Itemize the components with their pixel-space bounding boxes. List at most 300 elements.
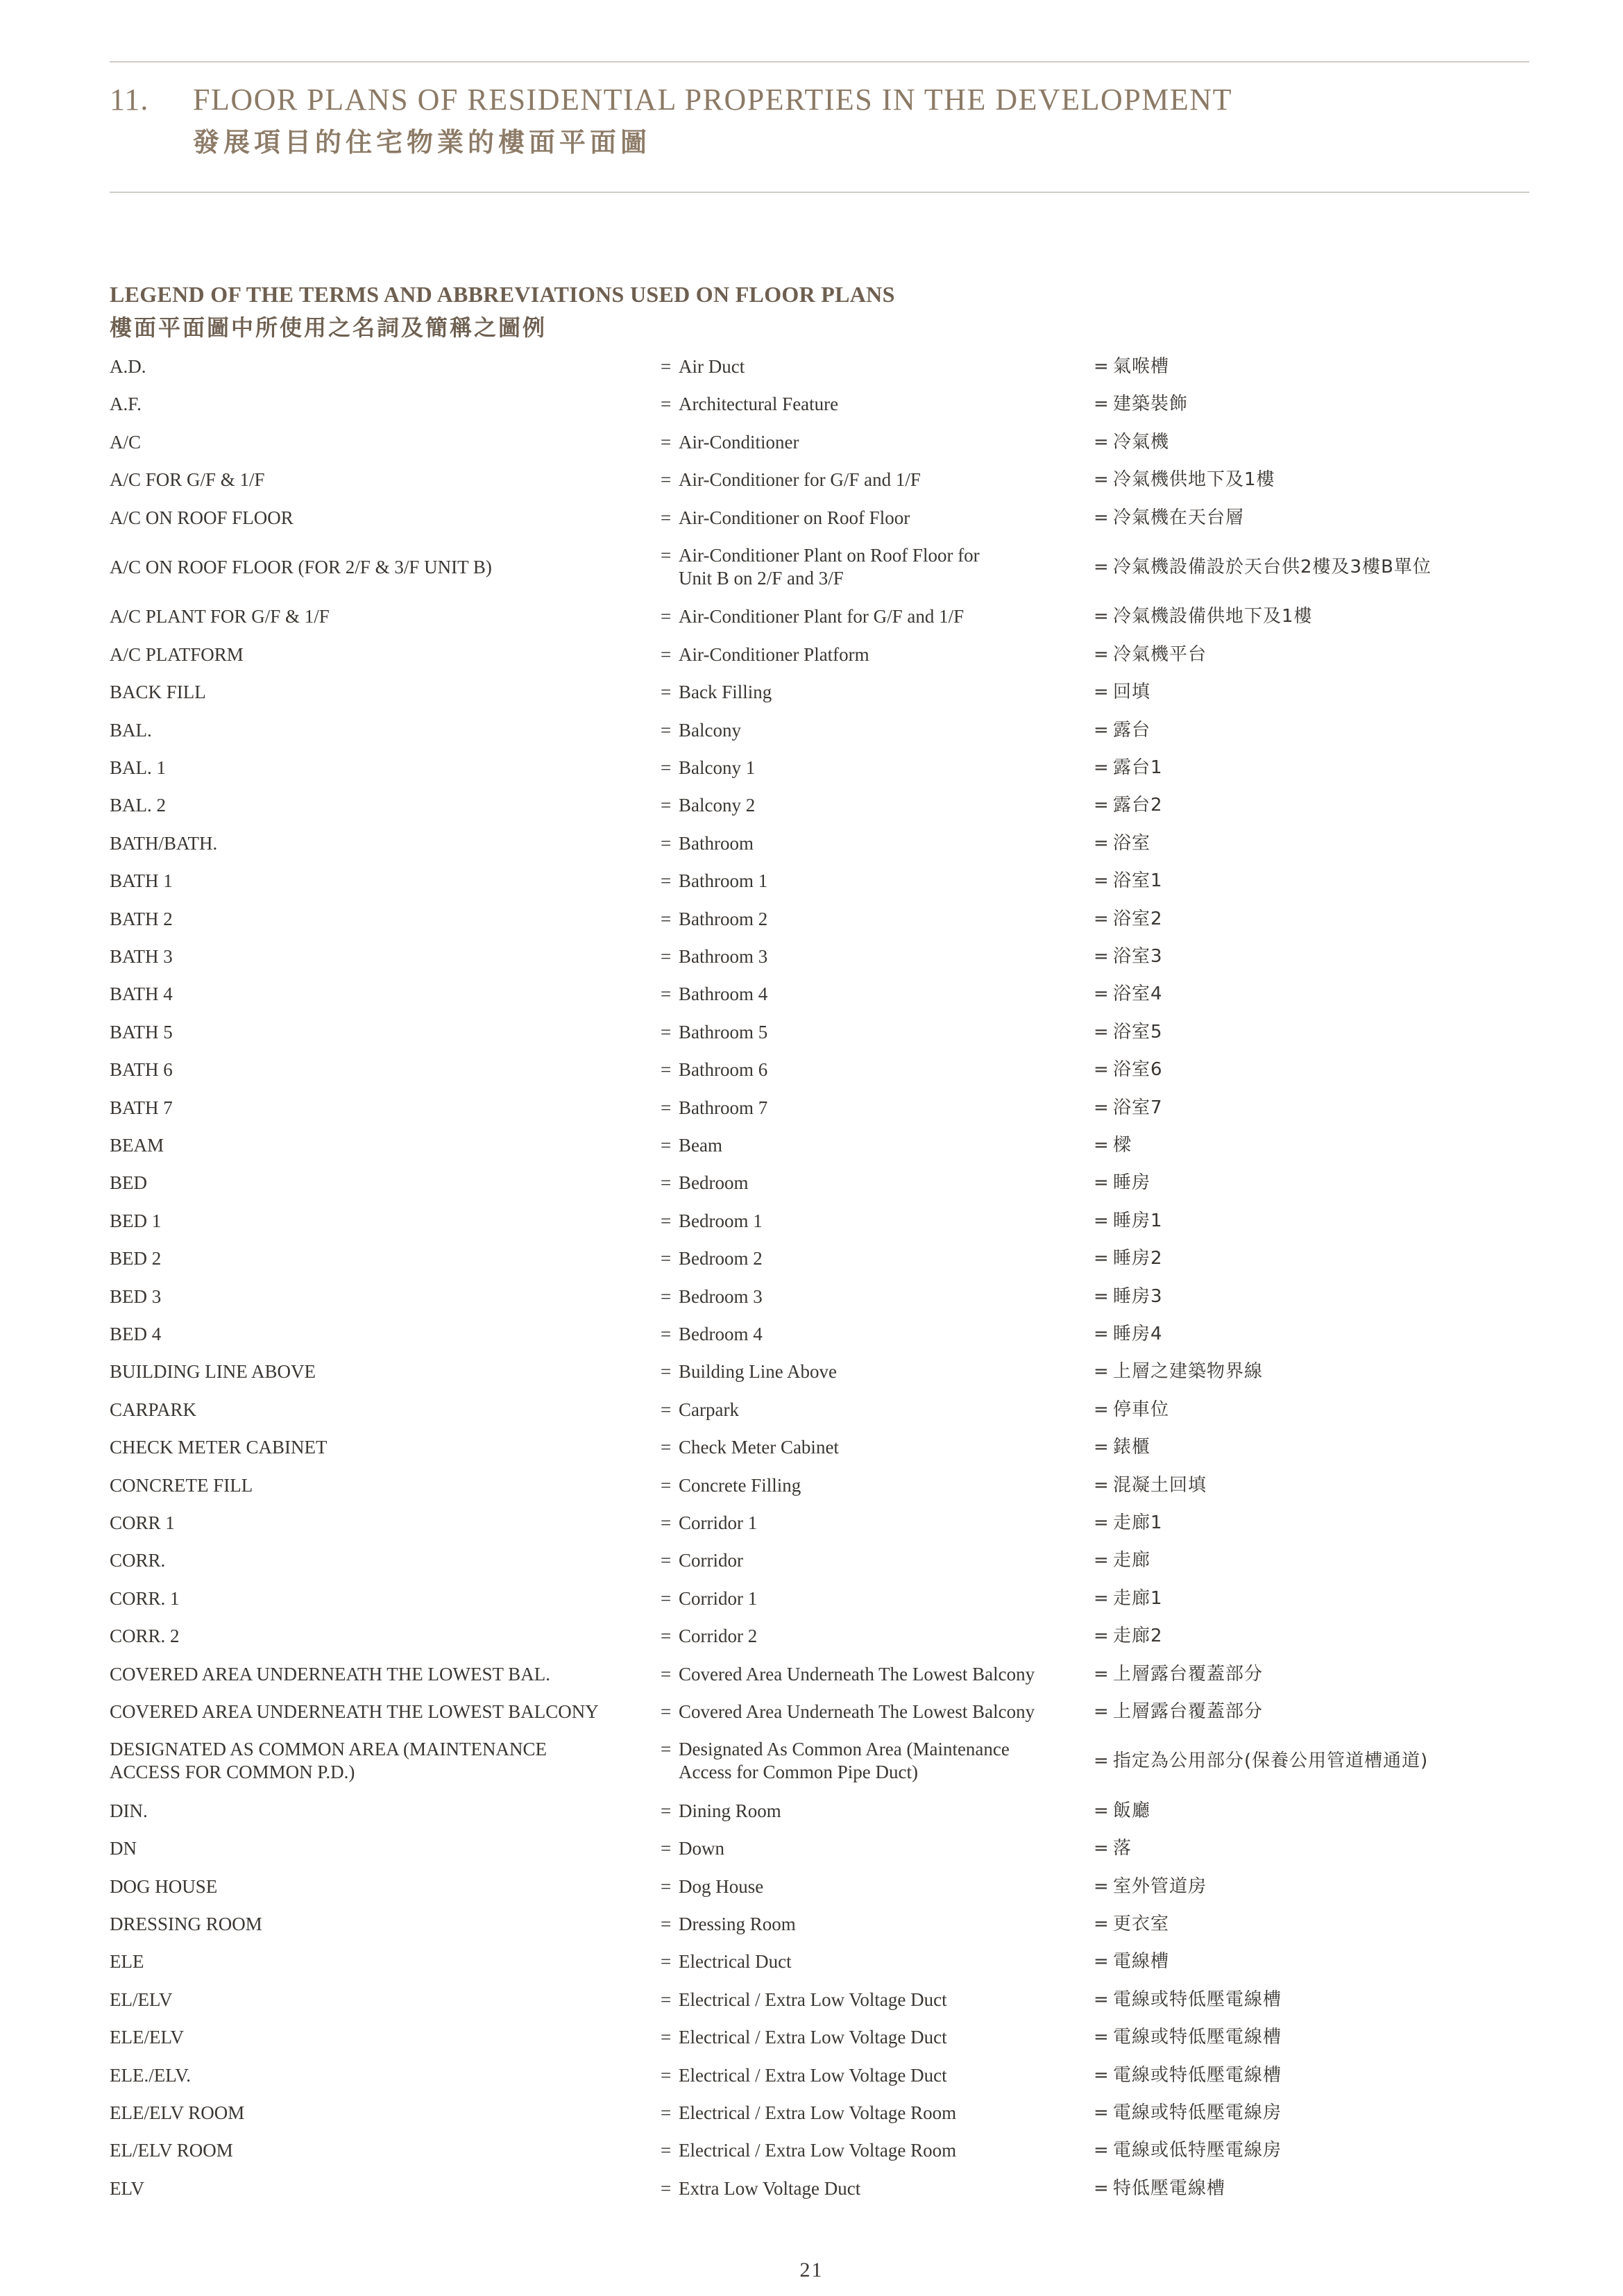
- legend-english-text: Bedroom 1: [679, 1210, 763, 1231]
- legend-abbreviation-text: BAL.: [110, 719, 152, 741]
- legend-abbreviation-text: BED 4: [110, 1324, 162, 1344]
- equals-sign: =: [1094, 1914, 1110, 1934]
- legend-abbreviation-text: A/C FOR G/F & 1/F: [110, 469, 265, 491]
- legend-english: [661, 1512, 1077, 1535]
- legend-chinese: [1094, 431, 1538, 454]
- legend-english: [661, 1399, 1077, 1421]
- legend-english-text: Electrical / Extra Low Voltage Room: [679, 2140, 957, 2161]
- legend-english-text: Air-Conditioner Platform: [679, 643, 869, 665]
- equals-sign: =: [1094, 1587, 1110, 1609]
- legend-abbreviation: [110, 908, 651, 931]
- legend-chinese: [1094, 983, 1538, 1006]
- legend-chinese: [1094, 1800, 1538, 1823]
- legend-abbreviation: [110, 507, 651, 530]
- legend-chinese: [1094, 1625, 1538, 1648]
- equals-sign: =: [1094, 795, 1110, 816]
- equals-sign: =: [661, 1626, 672, 1647]
- equals-sign: =: [661, 1172, 672, 1194]
- legend-abbreviation-text: A.F.: [110, 394, 142, 415]
- equals-sign: =: [661, 606, 672, 627]
- legend-abbreviation-text: BED 1: [110, 1210, 162, 1231]
- legend-english-text: Corridor 2: [679, 1626, 758, 1647]
- legend-chinese: [1094, 1134, 1538, 1157]
- legend-english: [661, 2026, 1077, 2049]
- equals-sign: =: [661, 356, 672, 377]
- legend-english-text: Bathroom 6: [679, 1059, 768, 1081]
- legend-abbreviation: [110, 1285, 651, 1308]
- equals-sign: =: [661, 1248, 672, 1269]
- equals-sign: =: [1094, 946, 1110, 967]
- legend-english-text: Concrete Filling: [679, 1474, 801, 1496]
- legend-chinese-text: 上層露台覆蓋部分: [1113, 1701, 1264, 1722]
- legend-abbreviation: [110, 1172, 651, 1195]
- legend-chinese-text: 指定為公用部分(保養公用管道槽通道): [1113, 1750, 1429, 1772]
- legend-english: [661, 2139, 1077, 2162]
- legend-abbreviation-text: CARPARK: [110, 1399, 197, 1420]
- legend-english: [661, 1134, 1077, 1157]
- legend-chinese: [1094, 507, 1538, 530]
- legend-english: [661, 1021, 1077, 1044]
- equals-sign: =: [661, 870, 672, 892]
- legend-english-text: Bathroom 1: [679, 870, 768, 892]
- legend-english-text: Architectural Feature: [679, 394, 839, 415]
- legend-chinese: [1094, 2139, 1538, 2162]
- legend-chinese: [1094, 643, 1538, 666]
- legend-chinese: [1094, 605, 1538, 628]
- legend-chinese-text: 睡房: [1113, 1172, 1151, 1194]
- legend-abbreviation: [110, 794, 651, 817]
- legend-chinese-text: 睡房3: [1113, 1285, 1163, 1307]
- legend-english-text: Air-Conditioner: [679, 431, 799, 453]
- legend-chinese-text: 睡房2: [1113, 1248, 1163, 1269]
- legend-abbreviation: [110, 469, 651, 491]
- legend-abbreviation: [110, 1663, 651, 1686]
- legend-chinese: [1094, 1989, 1538, 2011]
- legend-abbreviation-text: COVERED AREA UNDERNEATH THE LOWEST BAL.: [110, 1663, 550, 1685]
- equals-sign: =: [661, 394, 672, 415]
- equals-sign: =: [1094, 469, 1110, 491]
- legend-abbreviation: [110, 605, 651, 628]
- equals-sign: =: [1094, 606, 1110, 627]
- equals-sign: =: [661, 719, 672, 741]
- legend-chinese: [1094, 1913, 1538, 1936]
- legend-english-text: Designated As Common Area (Maintenance: [679, 1739, 1010, 1760]
- legend-english: [661, 1700, 1077, 1723]
- legend-english: [661, 908, 1077, 931]
- equals-sign: =: [1094, 2064, 1110, 2086]
- legend-english-text: Air Duct: [679, 356, 745, 377]
- legend-abbreviation-text: BATH 6: [110, 1059, 173, 1081]
- equals-sign: =: [661, 946, 672, 967]
- legend-english-text: Dressing Room: [679, 1914, 796, 1934]
- legend-abbreviation-text: CORR 1: [110, 1512, 175, 1533]
- equals-sign: =: [1094, 1626, 1110, 1647]
- legend-abbreviation: [110, 1021, 651, 1044]
- legend-english-text: Bedroom 3: [679, 1285, 763, 1307]
- legend-abbreviation-text: BATH/BATH.: [110, 832, 218, 854]
- legend-abbreviation-text: EL/ELV: [110, 1989, 173, 2010]
- legend-chinese-text: 飯廳: [1113, 1800, 1151, 1821]
- legend-chinese: [1094, 1097, 1538, 1120]
- legend-english-text: Access for Common Pipe Duct): [679, 1762, 918, 1783]
- equals-sign: =: [1094, 984, 1110, 1005]
- equals-sign: =: [1094, 1059, 1110, 1081]
- legend-english-text: Extra Low Voltage Duct: [679, 2177, 861, 2199]
- legend-english: [661, 1360, 1077, 1383]
- legend-english-text: Covered Area Underneath The Lowest Balcony: [679, 1701, 1035, 1722]
- equals-sign: =: [1094, 2027, 1110, 2048]
- legend-english-text: Covered Area Underneath The Lowest Balcony: [679, 1663, 1035, 1685]
- equals-sign: =: [661, 682, 672, 703]
- legend-chinese: [1094, 469, 1538, 491]
- legend-abbreviation: [110, 643, 651, 666]
- legend-abbreviation-text: BUILDING LINE ABOVE: [110, 1361, 316, 1383]
- equals-sign: =: [1094, 643, 1110, 665]
- legend-english: [661, 393, 1077, 416]
- legend-english-text: Building Line Above: [679, 1361, 837, 1383]
- legend-abbreviation: [110, 1399, 651, 1421]
- legend-abbreviation: [110, 1800, 651, 1823]
- legend-abbreviation-text: ELE/ELV: [110, 2027, 184, 2048]
- equals-sign: =: [1094, 394, 1110, 415]
- legend-abbreviation-text: BACK FILL: [110, 682, 206, 703]
- legend-english-text: Air-Conditioner on Roof Floor: [679, 507, 910, 528]
- legend-chinese: [1094, 1700, 1538, 1723]
- legend-chinese: [1094, 2177, 1538, 2200]
- equals-sign: =: [661, 795, 672, 816]
- equals-sign: =: [661, 1838, 672, 1859]
- legend-english: [661, 2064, 1077, 2087]
- legend-abbreviation-text: CORR. 1: [110, 1587, 180, 1609]
- legend-english: [661, 1247, 1077, 1270]
- equals-sign: =: [661, 2177, 672, 2199]
- legend-chinese: [1094, 1021, 1538, 1044]
- legend-chinese: [1094, 1549, 1538, 1572]
- equals-sign: =: [661, 1739, 672, 1760]
- legend-abbreviation-text: DESIGNATED AS COMMON AREA (MAINTENANCE: [110, 1739, 547, 1760]
- legend-abbreviation-text: BED 2: [110, 1248, 162, 1269]
- equals-sign: =: [661, 1399, 672, 1420]
- legend-english-text: Bathroom 7: [679, 1097, 768, 1118]
- legend-english-text: Bathroom: [679, 832, 754, 854]
- legend-abbreviation: [110, 1474, 651, 1497]
- legend-abbreviation-text: ACCESS FOR COMMON P.D.): [110, 1762, 355, 1783]
- legend-abbreviation: [110, 431, 651, 454]
- legend-english-text: Electrical / Extra Low Voltage Duct: [679, 2027, 947, 2048]
- legend-english-text: Carpark: [679, 1399, 739, 1420]
- equals-sign: =: [661, 1701, 672, 1722]
- legend-english-text: Corridor 1: [679, 1587, 758, 1609]
- legend-english: [661, 1549, 1077, 1572]
- legend-abbreviation: [110, 1989, 651, 2011]
- legend-english: [661, 1285, 1077, 1308]
- equals-sign: =: [1094, 2140, 1110, 2161]
- legend-english-text: Electrical / Extra Low Voltage Duct: [679, 1989, 947, 2010]
- legend-abbreviation-text: A/C ON ROOF FLOOR (FOR 2/F & 3/F UNIT B): [110, 557, 492, 577]
- legend-title-zh: 樓面平面圖中所使用之名詞及簡稱之圖例: [110, 314, 547, 341]
- legend-chinese-text: 冷氣機: [1113, 431, 1170, 453]
- legend-english: [661, 1474, 1077, 1497]
- legend-english: [661, 355, 1077, 378]
- equals-sign: =: [661, 1663, 672, 1685]
- equals-sign: =: [661, 1135, 672, 1156]
- header-bottom-rule: [110, 192, 1529, 193]
- legend-abbreviation: [110, 757, 651, 779]
- legend-abbreviation: [110, 2102, 651, 2125]
- legend-english: [661, 605, 1077, 628]
- equals-sign: =: [1094, 1989, 1110, 2010]
- equals-sign: =: [1094, 832, 1110, 854]
- legend-abbreviation-text: ELE./ELV.: [110, 2064, 192, 2086]
- legend-abbreviation-text: BATH 4: [110, 984, 173, 1005]
- legend-english-text: Electrical Duct: [679, 1951, 792, 1973]
- legend-chinese-text: 冷氣機供地下及1樓: [1113, 469, 1275, 491]
- legend-abbreviation-text: A/C PLATFORM: [110, 643, 244, 665]
- legend-chinese: [1094, 393, 1538, 416]
- legend-abbreviation: [110, 1512, 651, 1535]
- legend-english: [661, 1875, 1077, 1898]
- legend-english: [661, 431, 1077, 454]
- legend-chinese: [1094, 794, 1538, 817]
- legend-chinese: [1094, 1750, 1538, 1773]
- legend-abbreviation-text: BATH 5: [110, 1021, 173, 1043]
- legend-abbreviation: [110, 719, 651, 742]
- equals-sign: =: [661, 1875, 672, 1897]
- legend-chinese: [1094, 1247, 1538, 1270]
- equals-sign: =: [1094, 1800, 1110, 1821]
- legend-chinese: [1094, 1950, 1538, 1973]
- equals-sign: =: [1094, 1361, 1110, 1383]
- legend-chinese-text: 錶櫃: [1113, 1437, 1151, 1458]
- equals-sign: =: [1094, 1474, 1110, 1496]
- legend-english: [661, 1323, 1077, 1346]
- legend-abbreviation: [110, 355, 651, 378]
- equals-sign: =: [1094, 1135, 1110, 1156]
- legend-chinese-text: 落: [1113, 1838, 1132, 1859]
- legend-abbreviation-text: DOG HOUSE: [110, 1875, 218, 1897]
- legend-chinese-text: 電線槽: [1113, 1951, 1170, 1973]
- legend-abbreviation: [110, 1875, 651, 1898]
- legend-english-text: Bedroom 4: [679, 1324, 763, 1344]
- equals-sign: =: [1094, 1701, 1110, 1722]
- legend-chinese: [1094, 719, 1538, 742]
- equals-sign: =: [661, 2140, 672, 2161]
- legend-abbreviation-text: BAL. 2: [110, 795, 166, 816]
- legend-chinese: [1094, 2102, 1538, 2125]
- equals-sign: =: [1094, 719, 1110, 741]
- legend-chinese-text: 上層露台覆蓋部分: [1113, 1663, 1264, 1685]
- legend-chinese-text: 特低壓電線槽: [1113, 2177, 1226, 2199]
- legend-chinese-text: 冷氣機設備設於天台供2樓及3樓B單位: [1113, 557, 1431, 577]
- legend-abbreviation-text: BATH 1: [110, 870, 173, 892]
- legend-english-text: Dining Room: [679, 1800, 781, 1821]
- page-number: 21: [799, 2259, 824, 2281]
- legend-chinese: [1094, 1058, 1538, 1081]
- legend-chinese-text: 混凝土回填: [1113, 1474, 1207, 1496]
- legend-english: [661, 681, 1077, 704]
- legend-chinese-text: 走廊: [1113, 1550, 1151, 1571]
- equals-sign: =: [661, 1914, 672, 1934]
- legend-english: [661, 1210, 1077, 1233]
- legend-abbreviation: [110, 1549, 651, 1572]
- legend-english: [661, 643, 1077, 666]
- legend-english: [661, 1097, 1077, 1120]
- legend-english: [661, 1800, 1077, 1823]
- legend-abbreviation: [110, 681, 651, 704]
- legend-english-text: Bathroom 5: [679, 1021, 768, 1043]
- equals-sign: =: [1094, 757, 1110, 778]
- equals-sign: =: [661, 1324, 672, 1344]
- legend-english: [661, 2177, 1077, 2200]
- equals-sign: =: [1094, 1663, 1110, 1685]
- legend-english-text: Bathroom 4: [679, 984, 768, 1005]
- equals-sign: =: [1094, 557, 1110, 577]
- equals-sign: =: [1094, 1399, 1110, 1420]
- equals-sign: =: [661, 1437, 672, 1458]
- legend-english: [661, 2102, 1077, 2125]
- legend-abbreviation-text: CORR. 2: [110, 1626, 180, 1647]
- legend-chinese: [1094, 1436, 1538, 1459]
- equals-sign: =: [661, 757, 672, 778]
- legend-abbreviation: [110, 1247, 651, 1270]
- legend-abbreviation-text: BAL. 1: [110, 757, 166, 778]
- equals-sign: =: [661, 832, 672, 854]
- legend-english: [661, 507, 1077, 530]
- section-title-zh: 發展項目的住宅物業的樓面平面圖: [193, 127, 652, 158]
- equals-sign: =: [661, 545, 672, 566]
- equals-sign: =: [661, 2102, 672, 2123]
- legend-chinese-text: 氣喉槽: [1113, 356, 1170, 377]
- legend-abbreviation: [110, 1950, 651, 1973]
- legend-abbreviation-text: ELV: [110, 2177, 145, 2199]
- legend-chinese-text: 露台1: [1113, 757, 1163, 778]
- legend-abbreviation-text: ELE/ELV ROOM: [110, 2102, 245, 2123]
- legend-abbreviation: [110, 832, 651, 855]
- legend-chinese-text: 露台: [1113, 719, 1151, 741]
- header-top-rule: [110, 61, 1529, 62]
- legend-english-text: Bedroom 2: [679, 1248, 763, 1269]
- legend-english-text: Bedroom: [679, 1172, 749, 1194]
- legend-abbreviation-text: BATH 2: [110, 908, 173, 929]
- legend-chinese: [1094, 1663, 1538, 1686]
- equals-sign: =: [1094, 1512, 1110, 1533]
- legend-chinese-text: 電線或特低壓電線槽: [1113, 2027, 1282, 2048]
- legend-english-text: Air-Conditioner Plant for G/F and 1/F: [679, 606, 965, 627]
- legend-abbreviation-text: BATH 3: [110, 946, 173, 967]
- legend-english-text: Beam: [679, 1135, 722, 1156]
- section-number: 11.: [110, 83, 149, 117]
- equals-sign: =: [1094, 1172, 1110, 1194]
- legend-abbreviation-text: CHECK METER CABINET: [110, 1437, 328, 1458]
- legend-chinese-text: 浴室6: [1113, 1059, 1163, 1081]
- equals-sign: =: [661, 1512, 672, 1533]
- legend-abbreviation-text: CORR.: [110, 1550, 166, 1571]
- legend-abbreviation-text: BED: [110, 1172, 147, 1194]
- equals-sign: =: [1094, 1951, 1110, 1973]
- legend-chinese-text: 浴室2: [1113, 908, 1163, 929]
- equals-sign: =: [661, 1800, 672, 1821]
- legend-chinese: [1094, 832, 1538, 855]
- legend-chinese: [1094, 556, 1538, 579]
- legend-abbreviation-text: DRESSING ROOM: [110, 1914, 262, 1934]
- legend-english-text: Back Filling: [679, 682, 772, 703]
- legend-chinese-text: 浴室1: [1113, 870, 1163, 892]
- legend-abbreviation-text: CONCRETE FILL: [110, 1474, 253, 1496]
- legend-chinese-text: 電線或特低壓電線槽: [1113, 1989, 1282, 2010]
- legend-chinese: [1094, 355, 1538, 378]
- legend-english: [661, 1837, 1077, 1860]
- legend-english: [661, 1663, 1077, 1686]
- legend-english: [661, 1058, 1077, 1081]
- equals-sign: =: [1094, 2102, 1110, 2123]
- legend-chinese-text: 走廊1: [1113, 1587, 1163, 1609]
- equals-sign: =: [661, 2064, 672, 2086]
- legend-chinese: [1094, 757, 1538, 779]
- legend-english-text: Down: [679, 1838, 724, 1859]
- legend-abbreviation: [110, 870, 651, 893]
- legend-abbreviation: [110, 1097, 651, 1120]
- legend-english-text: Bathroom 2: [679, 908, 768, 929]
- legend-english-text: Air-Conditioner for G/F and 1/F: [679, 469, 921, 491]
- equals-sign: =: [661, 1097, 672, 1118]
- equals-sign: =: [661, 1550, 672, 1571]
- legend-chinese: [1094, 1474, 1538, 1497]
- legend-english: [661, 1989, 1077, 2011]
- legend-chinese-text: 露台2: [1113, 795, 1163, 816]
- legend-english: [661, 719, 1077, 742]
- legend-chinese-text: 走廊2: [1113, 1626, 1163, 1647]
- legend-chinese-text: 睡房4: [1113, 1324, 1163, 1344]
- legend-english-text: Dog House: [679, 1875, 764, 1897]
- legend-abbreviation: [110, 2139, 651, 2162]
- legend-english-text: Corridor 1: [679, 1512, 758, 1533]
- legend-english-text: Electrical / Extra Low Voltage Room: [679, 2102, 957, 2123]
- equals-sign: =: [1094, 1097, 1110, 1118]
- legend-chinese-text: 建築裝飾: [1113, 394, 1189, 415]
- equals-sign: =: [1094, 1210, 1110, 1231]
- equals-sign: =: [1094, 1285, 1110, 1307]
- legend-english: [661, 794, 1077, 817]
- equals-sign: =: [1094, 1324, 1110, 1344]
- legend-abbreviation: [110, 1323, 651, 1346]
- legend-abbreviation: [110, 1360, 651, 1383]
- equals-sign: =: [661, 984, 672, 1005]
- equals-sign: =: [1094, 908, 1110, 929]
- equals-sign: =: [661, 1989, 672, 2010]
- legend-abbreviation: [110, 1913, 651, 1936]
- legend-english: [661, 983, 1077, 1006]
- equals-sign: =: [661, 1587, 672, 1609]
- legend-abbreviation-text: BEAM: [110, 1135, 164, 1156]
- legend-chinese-text: 浴室4: [1113, 984, 1163, 1005]
- legend-abbreviation: [110, 1625, 651, 1648]
- equals-sign: =: [661, 469, 672, 491]
- legend-english: [661, 1625, 1077, 1648]
- legend-chinese: [1094, 2026, 1538, 2049]
- legend-abbreviation: [110, 1700, 651, 1723]
- legend-chinese: [1094, 1512, 1538, 1535]
- legend-chinese-text: 冷氣機設備供地下及1樓: [1113, 606, 1313, 627]
- legend-chinese-text: 冷氣機在天台層: [1113, 507, 1245, 528]
- equals-sign: =: [661, 1474, 672, 1496]
- legend-english: [661, 870, 1077, 893]
- legend-english: [661, 1436, 1077, 1459]
- legend-english: [661, 544, 1077, 590]
- legend-chinese-text: 電線或特低壓電線槽: [1113, 2064, 1282, 2086]
- legend-abbreviation: [110, 1210, 651, 1233]
- legend-abbreviation-text: A.D.: [110, 356, 146, 377]
- equals-sign: =: [1094, 1750, 1110, 1772]
